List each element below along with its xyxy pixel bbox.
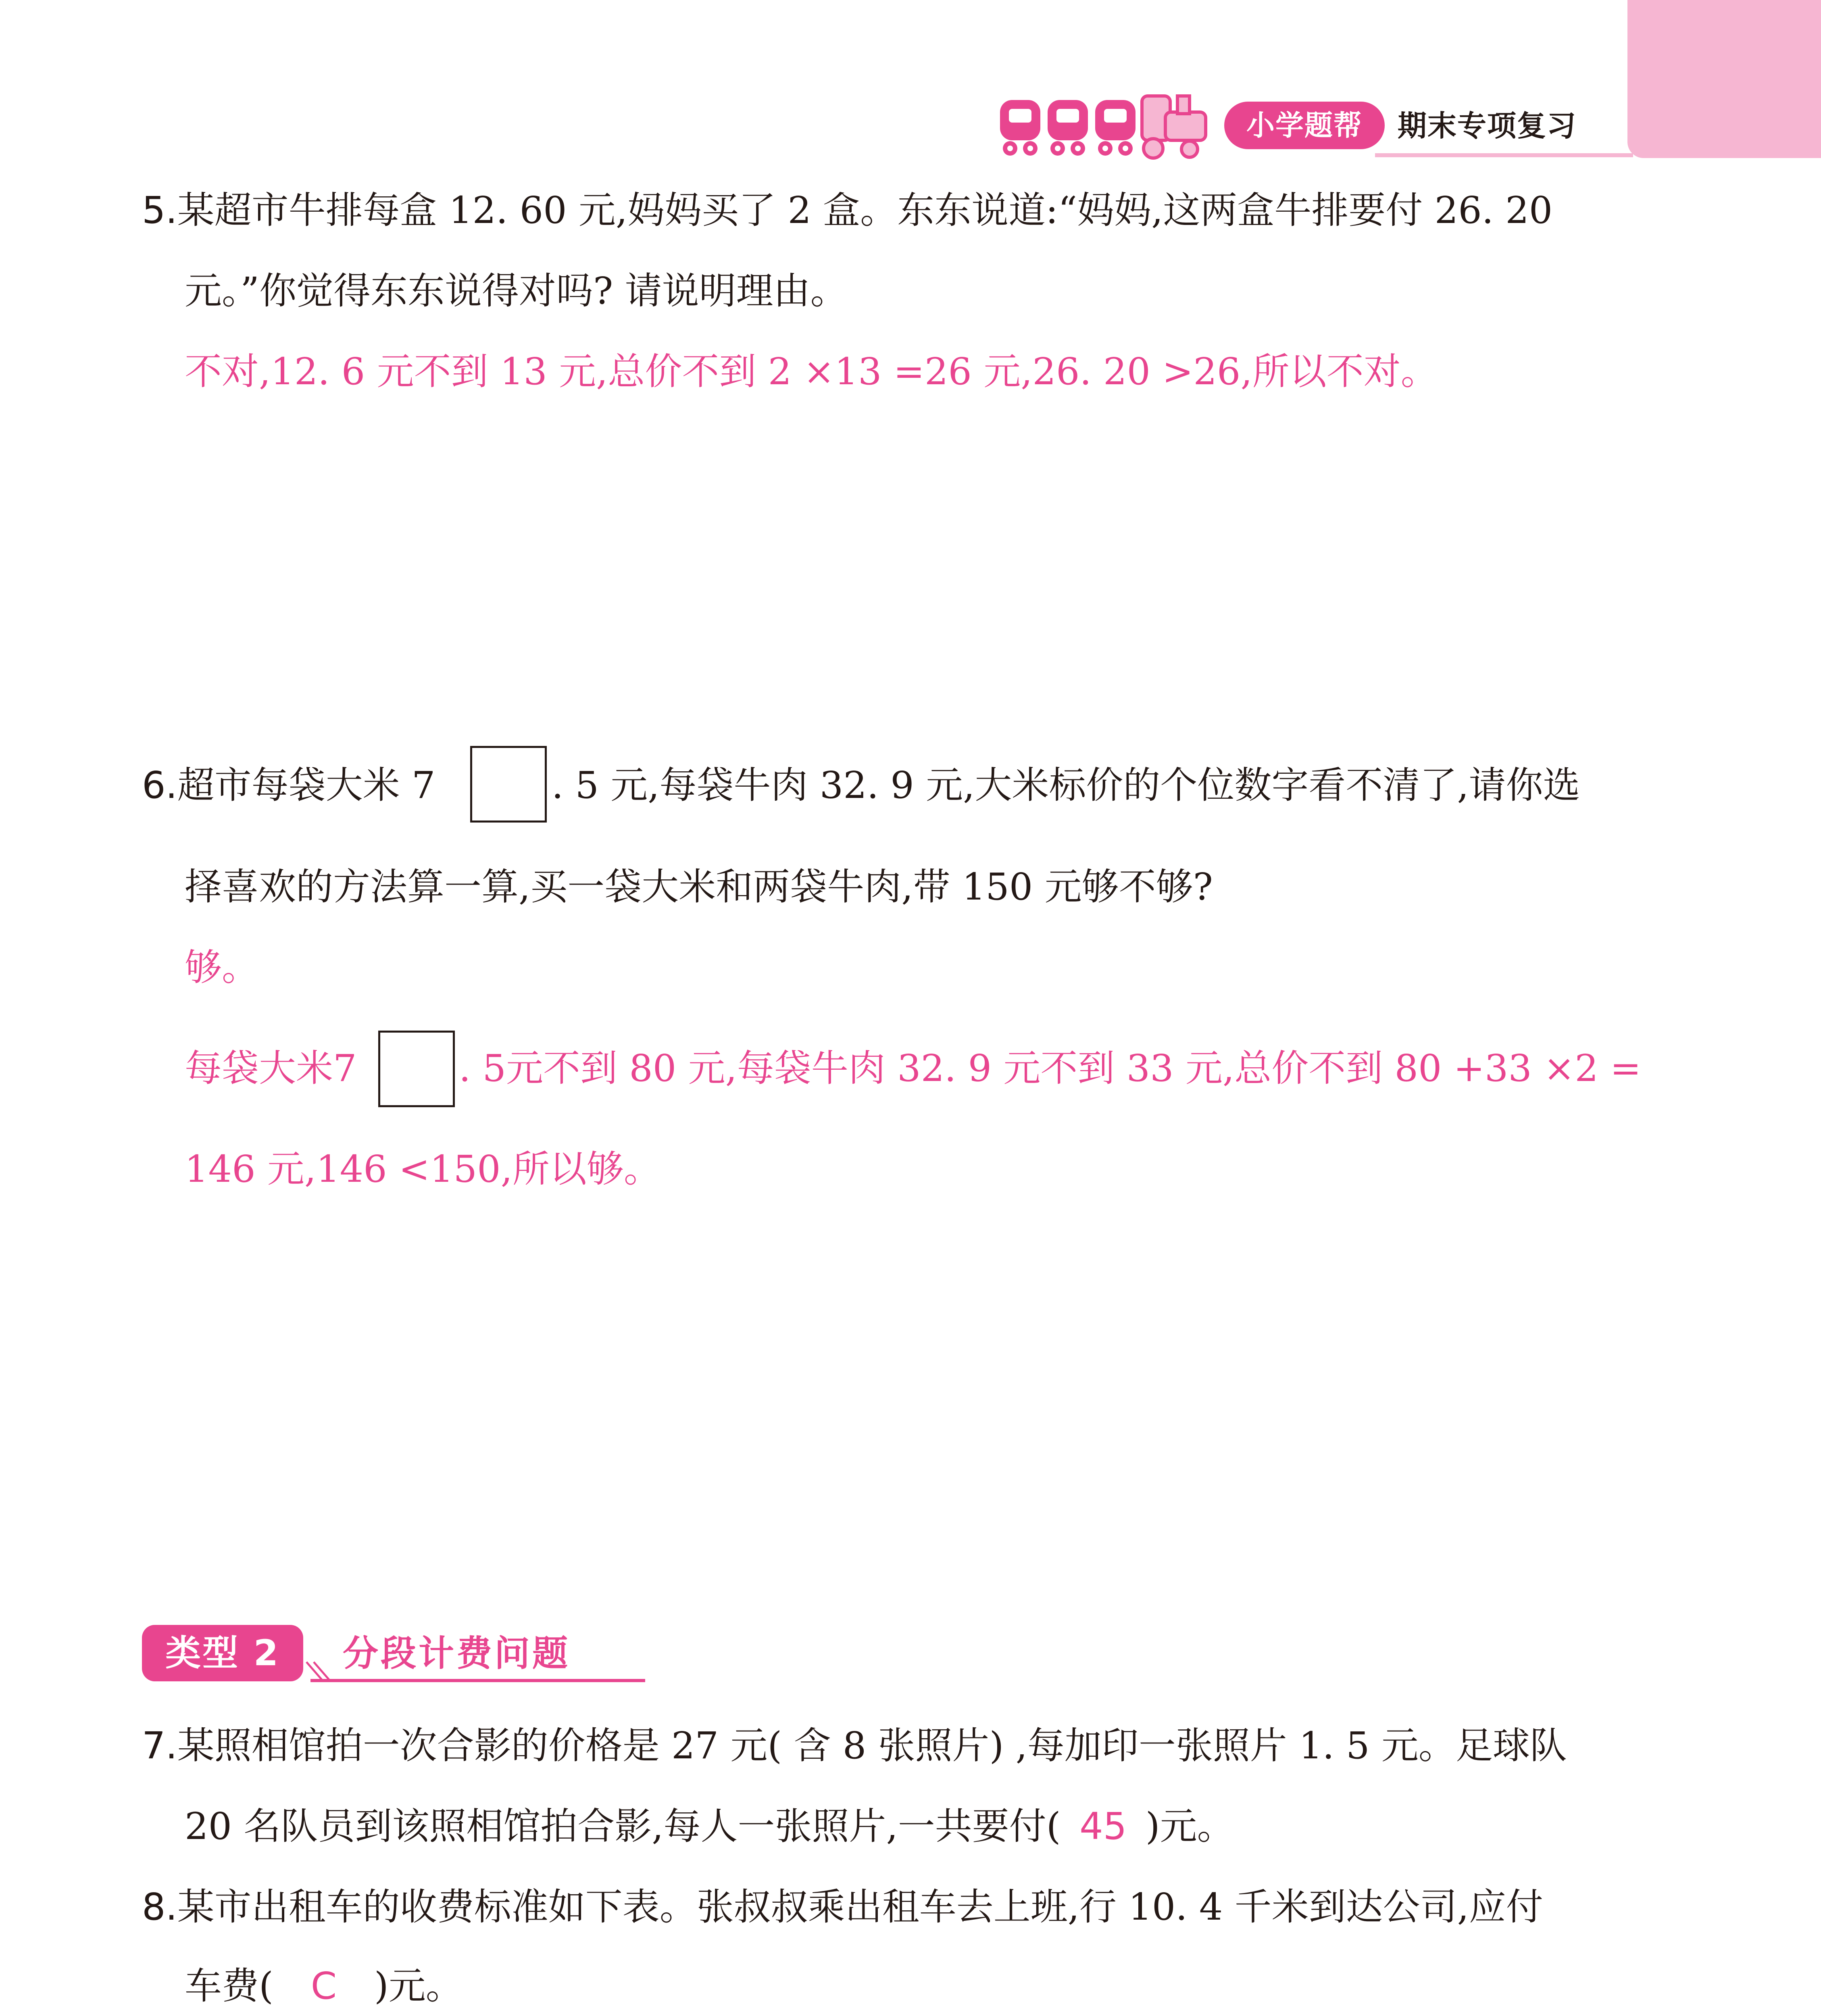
- q6-line1a: [142, 761, 435, 810]
- q7-text-2b: )元。: [1145, 1805, 1234, 1848]
- q5-number: 5.: [142, 189, 177, 232]
- section-type-badge: 类型 2: [142, 1625, 303, 1681]
- q8-answer: C: [310, 1964, 337, 2008]
- q6-number: 6.: [142, 764, 177, 807]
- q8-line2: [185, 1962, 463, 2010]
- q7-answer: 45: [1079, 1805, 1127, 1848]
- header-subtitle: 期末专项复习: [1398, 109, 1577, 143]
- q8-line1: [142, 1883, 1543, 1931]
- q8-text-1: 某市出租车的收费标准如下表。张叔叔乘出租车去上班,行 10. 4 千米到达公司,应付: [177, 1885, 1543, 1929]
- q7-line1: [142, 1722, 1567, 1770]
- q7-line2: [185, 1802, 1234, 1851]
- section-underline: [310, 1679, 645, 1682]
- header-underline: [1375, 153, 1633, 157]
- q5-answer: 不对,12. 6 元不到 13 元,总价不到 2 ×13 =26 元,26. 20 >26,所以不对。: [185, 350, 1438, 393]
- q8-number: 8.: [142, 1885, 177, 1929]
- brand-pill: 小学题帮: [1224, 102, 1385, 149]
- q8-text-2b: )元。: [374, 1964, 463, 2008]
- q6-text-1a: 超市每袋大米 7: [177, 764, 435, 807]
- q7-number: 7.: [142, 1724, 177, 1767]
- q6-answer-2a: 每袋大米7: [185, 1047, 357, 1090]
- q6-answer-blank-box: [378, 1031, 455, 1107]
- q8-text-2a: 车费(: [185, 1964, 273, 2008]
- q6-line1b: . 5 元,每袋牛肉 32. 9 元,大米标价的个位数字看不清了,请你选: [552, 764, 1580, 807]
- corner-tab-decoration: [1627, 0, 1821, 158]
- section-title: 分段计费问题: [343, 1633, 571, 1674]
- q5-line2: 元。”你觉得东东说得对吗? 请说明理由。: [185, 269, 848, 312]
- q7-text-2a: 20 名队员到该照相馆拍合影,每人一张照片,一共要付(: [185, 1805, 1061, 1848]
- q6-answer-3: 146 元,146 <150,所以够。: [185, 1148, 661, 1191]
- q6-answer-2b: . 5元不到 80 元,每袋牛肉 32. 9 元不到 33 元,总价不到 80 +33 ×2 =: [459, 1047, 1642, 1090]
- q7-text-1: 某照相馆拍一次合影的价格是 27 元( 含 8 张照片) ,每加印一张照片 1. 5 元。足球队: [177, 1724, 1567, 1767]
- train-icon: [1000, 84, 1210, 169]
- q6-blank-box: [470, 746, 547, 823]
- q6-answer-1: 够。: [185, 946, 259, 989]
- q5-text-1: 某超市牛排每盒 12. 60 元,妈妈买了 2 盒。东东说道:“妈妈,这两盒牛排要付 26. 20: [177, 189, 1553, 232]
- q6-line2: 择喜欢的方法算一算,买一袋大米和两袋牛肉,带 150 元够不够?: [185, 865, 1213, 908]
- q5-line1: [142, 186, 1552, 235]
